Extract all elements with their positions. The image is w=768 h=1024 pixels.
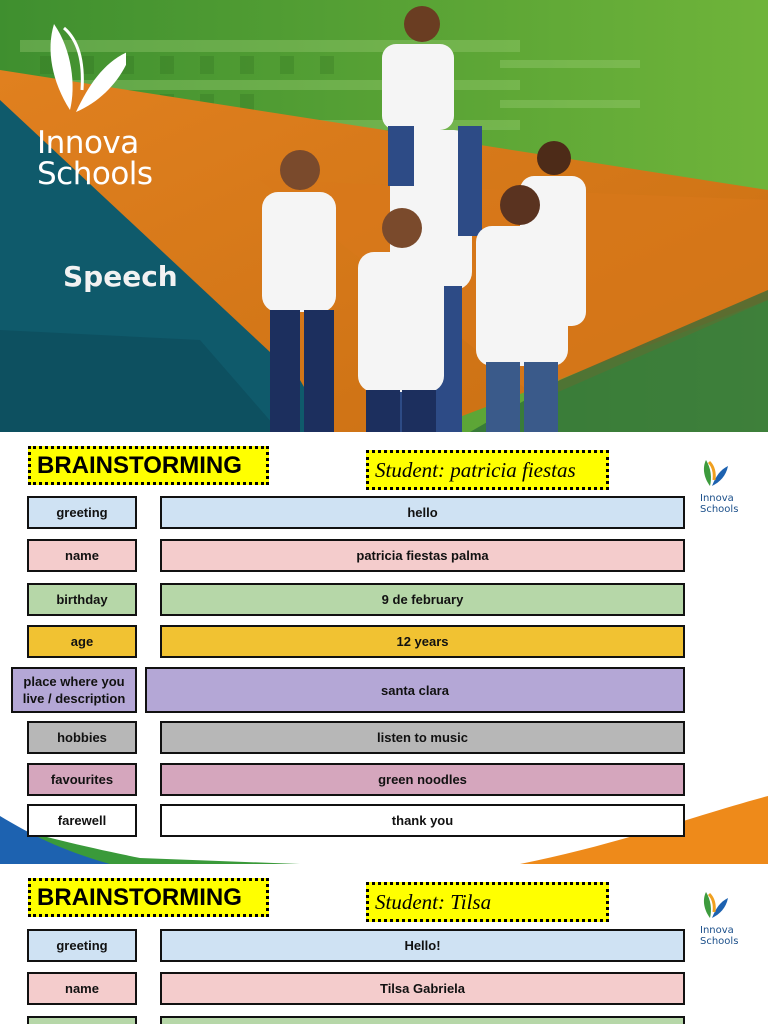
row-label: greeting — [27, 496, 137, 529]
row-value: patricia fiestas palma — [160, 539, 685, 572]
brainstorm-slide-2 — [0, 864, 768, 1024]
row-value: Hello! — [160, 929, 685, 962]
brainstorming-heading: BRAINSTORMING — [28, 446, 269, 485]
row-value: listen to music — [160, 721, 685, 754]
row-value: 9 de february — [160, 583, 685, 616]
row-label — [27, 1016, 137, 1024]
row-value: 12 years — [160, 625, 685, 658]
row-label: favourites — [27, 763, 137, 796]
row-label: hobbies — [27, 721, 137, 754]
cover-title: Speech — [63, 260, 178, 293]
brand-line-2: Schools — [37, 156, 153, 192]
brainstorming-heading: BRAINSTORMING — [28, 878, 269, 917]
leaf-logo-icon — [36, 20, 126, 120]
row-value: thank you — [160, 804, 685, 837]
row-value: green noodles — [160, 763, 685, 796]
row-value: santa clara — [145, 667, 685, 713]
student-name-box: Student: patricia fiestas — [366, 450, 609, 490]
row-value: Tilsa Gabriela — [160, 972, 685, 1005]
innova-mini-logo — [700, 890, 744, 947]
innova-logo — [36, 20, 166, 125]
mini-logo-line-2: Schools — [700, 504, 739, 515]
row-label: birthday — [27, 583, 137, 616]
student-figure-left — [262, 150, 336, 432]
students-photo — [240, 0, 600, 432]
mini-logo-line-1: Innova — [700, 925, 734, 936]
row-label: greeting — [27, 929, 137, 962]
row-label: age — [27, 625, 137, 658]
leaf-logo-icon — [700, 890, 728, 920]
brand-name — [37, 125, 153, 192]
row-value — [160, 1016, 685, 1024]
mini-logo-line-1: Innova — [700, 493, 734, 504]
brand-line-1: Innova — [37, 125, 139, 161]
leaf-logo-icon — [700, 458, 728, 488]
cover-slide — [0, 0, 768, 432]
mini-logo-line-2: Schools — [700, 936, 739, 947]
row-label: place where you live / description — [11, 667, 137, 713]
student-name-box: Student: Tilsa — [366, 882, 609, 922]
row-label: farewell — [27, 804, 137, 837]
row-value: hello — [160, 496, 685, 529]
row-label: name — [27, 972, 137, 1005]
brainstorm-slide-1 — [0, 432, 768, 864]
innova-mini-logo — [700, 458, 744, 515]
row-label: name — [27, 539, 137, 572]
